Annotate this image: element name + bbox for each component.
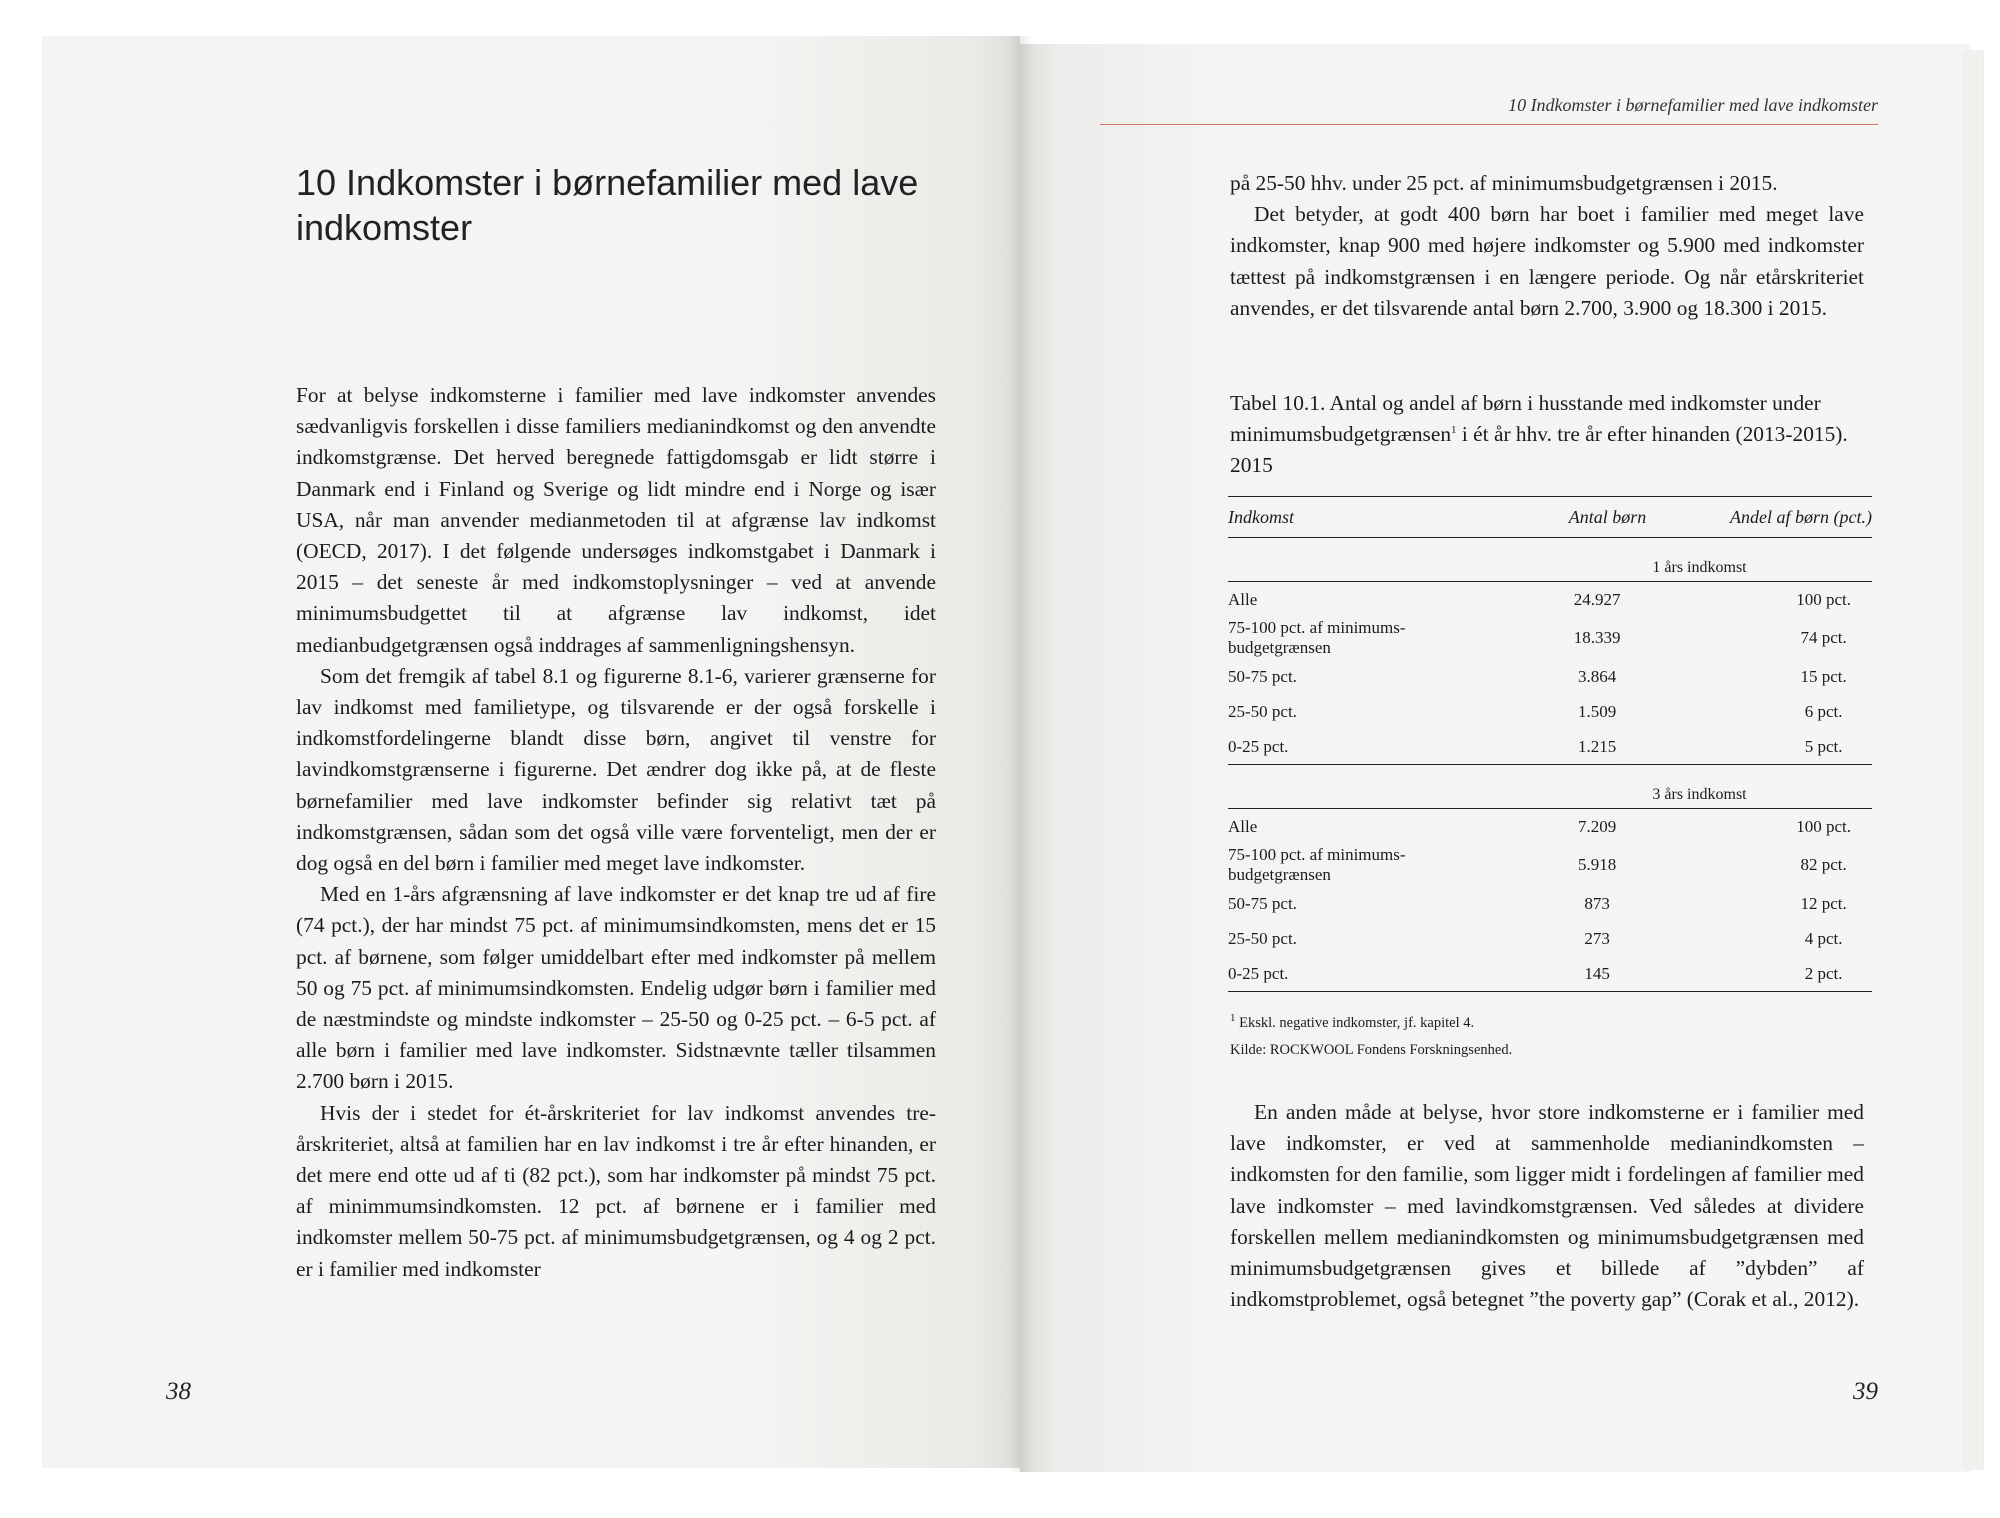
page-edges: [1962, 50, 1984, 1470]
paragraph: Med en 1-års afgrænsning af lave indkomster er det knap tre ud af fire (74 pct.), der har mindst 75 pct. af minimumsindkomsten, mens det er 15 pct. af børnene, som følger umiddelbart efter med indkomster på mellem 50 og 75 pct. af minimumsindkomsten. Endelig udgør børn i familier med de næstmindste og mindste indkomster – 25-50 og 0-25 pct. – 6-5 pct. af alle børn i familier med lave indkomster. Sidstnævnte tæller tilsammen 2.700 børn i 2015.: [296, 882, 936, 1094]
row-andel: 82 pct.: [1800, 855, 1847, 874]
paragraph: Som det fremgik af tabel 8.1 og figurerne 8.1-6, varierer grænserne for lav indkomst med familietype, og tilsvarende er der også forskelle i indkomstfordelingerne blandt disse børn, angivet til venstre for lavindkomstgrænserne i figurerne. Det ændrer dog ikke på, at de fleste børnefamilier med lave indkomster befinder sig relativt tæt på indkomstgrænsen, sådan som det også ville være forventeligt, men der er dog også en del børn i familier med meget lave indkomster.: [296, 663, 936, 876]
table-caption-text: i ét år hhv. tre år efter hinanden (2013-2015). 2015: [1230, 422, 1848, 478]
row-label: 0-25 pct.: [1228, 956, 1508, 992]
row-label: 25-50 pct.: [1228, 701, 1297, 721]
chapter-title: 10 Indkomster i børnefamilier med lave indkomster: [296, 162, 919, 248]
row-andel: 74 pct.: [1800, 628, 1847, 647]
table-section-header: [1228, 538, 1872, 582]
row-andel: 5 pct.: [1804, 736, 1843, 756]
row-label: 0-25 pct.: [1228, 736, 1289, 756]
table-row: [1228, 956, 1872, 992]
row-antal: 24.927: [1573, 589, 1621, 609]
table-source: Kilde: ROCKWOOL Fondens Forskningsenhed.: [1230, 1042, 1513, 1058]
left-body-text: [296, 380, 936, 1285]
column-header-antal: Antal børn: [1508, 497, 1686, 538]
row-antal: 1.509: [1578, 701, 1617, 721]
row-antal: 273: [1584, 928, 1610, 948]
table-row: [1228, 694, 1872, 729]
row-andel: 4 pct.: [1804, 928, 1843, 948]
paragraph: på 25-50 hhv. under 25 pct. af minimumsbudgetgrænsen i 2015.: [1230, 171, 1778, 195]
row-antal: 5.918: [1578, 855, 1617, 874]
row-andel: 2 pct.: [1686, 956, 1872, 992]
page-number-left: 38: [166, 1378, 191, 1405]
row-andel: 100 pct.: [1796, 589, 1851, 609]
table-section-header: [1228, 765, 1872, 809]
table-row: [1228, 659, 1872, 694]
paragraph: Hvis der i stedet for ét-årskriteriet for lav indkomst anvendes tre-årskriteriet, altså at familien har en lav indkomst i tre år efter hinanden, er det mere end otte ud af ti (82 pct.), som har indkomster på mindst 75 pct. af minimmumsindkomsten. 12 pct. af børnene er i familier med indkomster mellem 50-75 pct. af minimumsbudgetgrænsen, og 4 og 2 pct. er i familier med indkomster: [296, 1100, 936, 1281]
table-row: [1228, 617, 1872, 659]
row-antal: 873: [1584, 893, 1610, 913]
footnote-marker: 1: [1451, 424, 1457, 437]
table-notes: [1230, 1010, 1870, 1064]
row-label: 25-50 pct.: [1228, 928, 1297, 948]
table-row: [1228, 886, 1872, 921]
row-antal: 145: [1508, 956, 1686, 992]
table-row: [1228, 582, 1872, 618]
table-caption-text: Tabel 10.1. Antal og andel af børn i husstande med indkomster under minimumsbudgetgrænsen: [1230, 391, 1821, 447]
footnote-text: Ekskl. negative indkomster, jf. kapitel 4.: [1239, 1015, 1475, 1031]
row-andel: 12 pct.: [1800, 893, 1847, 913]
right-body-text-bottom: [1230, 1097, 1864, 1315]
running-head: 10 Indkomster i børnefamilier med lave indkomster: [1508, 95, 1878, 115]
income-table: [1228, 496, 1872, 992]
table-row: [1228, 921, 1872, 956]
row-label: Alle: [1228, 816, 1258, 836]
row-andel: 6 pct.: [1804, 701, 1843, 721]
row-label: 75-100 pct. af minimums-budgetgrænsen: [1228, 618, 1406, 657]
page-number-right: 39: [1853, 1378, 1878, 1405]
section-title: 3 års indkomst: [1228, 765, 1872, 809]
column-header-indkomst: Indkomst: [1228, 497, 1508, 538]
row-label: 75-100 pct. af minimums-budgetgrænsen: [1228, 845, 1406, 884]
row-label: 50-75 pct.: [1228, 666, 1297, 686]
column-header-andel: Andel af børn (pct.): [1686, 497, 1872, 538]
row-antal: 18.339: [1573, 628, 1621, 647]
table-caption: [1230, 388, 1870, 482]
row-antal: 7.209: [1578, 816, 1617, 836]
row-andel: 15 pct.: [1800, 666, 1847, 686]
row-andel: 100 pct.: [1796, 816, 1851, 836]
running-head-rule: [1100, 124, 1878, 125]
section-title: 1 års indkomst: [1228, 538, 1872, 582]
book-gutter: [1008, 36, 1034, 1472]
table-header-row: [1228, 497, 1872, 538]
row-antal: 1.215: [1578, 736, 1617, 756]
table-footnote: [1230, 1010, 1870, 1037]
paragraph: Det betyder, at godt 400 børn har boet i familier med meget lave indkomster, knap 900 med højere indkomster og 5.900 med indkomster tættest på indkomstgrænsen i en længere periode. Og når etårskriteriet anvendes, er det tilsvarende antal børn 2.700, 3.900 og 18.300 i 2015.: [1230, 202, 1864, 320]
paragraph: For at belyse indkomsterne i familier med lave indkomster anvendes sædvanligvis forskellen i disse familiers medianindkomst og den anvendte indkomstgrænse. Det herved beregnede fattigdomsgab er lidt større i Danmark end i Finland og Sverige og lidt mindre end i Norge og især USA, når man anvender medianmetoden til at afgrænse lav indkomst (OECD, 2017). I det følgende undersøges indkomstgabet i Danmark i 2015 – det seneste år med indkomstoplysninger – ved at anvende minimumsbudgettet til at afgrænse lav indkomst, idet medianbudgetgrænsen også inddrages af sammenligningshensyn.: [296, 383, 936, 657]
table-row: [1228, 729, 1872, 765]
row-label: 50-75 pct.: [1228, 893, 1297, 913]
footnote-marker: 1: [1230, 1012, 1236, 1025]
right-body-text-top: [1230, 168, 1864, 324]
row-antal: 3.864: [1578, 666, 1617, 686]
row-label: Alle: [1228, 589, 1258, 609]
table-row: [1228, 809, 1872, 845]
table-row: [1228, 844, 1872, 886]
paragraph: En anden måde at belyse, hvor store indkomsterne er i familier med lave indkomster, er ved at sammenholde medianindkomsten – indkomsten for den familie, som ligger midt i fordelingen af familier med lave indkomster – med lavindkomstgrænsen. Ved således at dividere forskellen mellem medianindkomsten og minimumsbudgetgrænsen med minimumsbudgetgrænsen gives et billede af ”dybden” af indkomstproblemet, også betegnet ”the poverty gap” (Corak et al., 2012).: [1230, 1100, 1864, 1312]
